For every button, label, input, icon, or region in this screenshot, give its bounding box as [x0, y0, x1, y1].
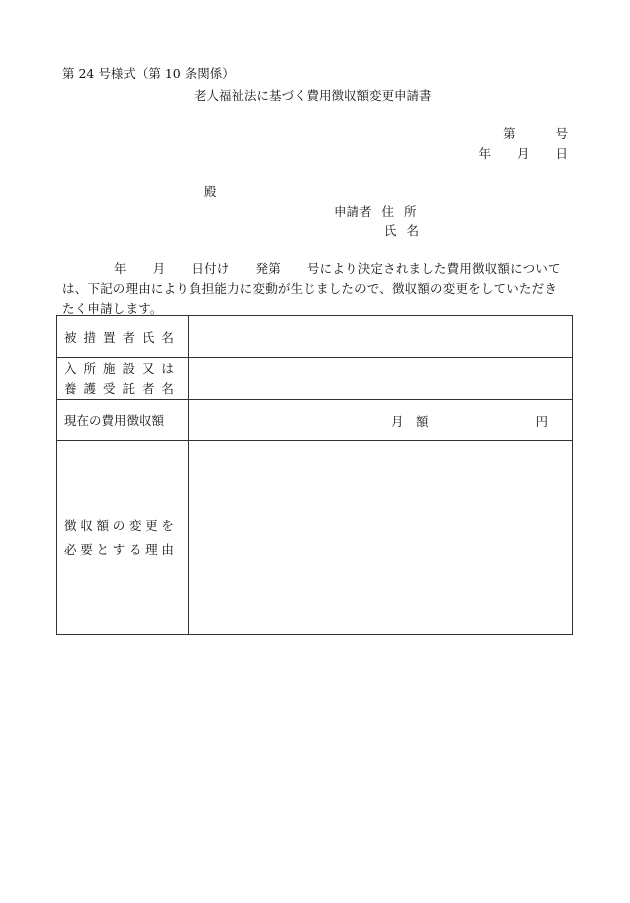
row-current-amount [57, 400, 573, 441]
field-reason[interactable] [189, 441, 573, 635]
reference-go: 号 [555, 126, 568, 141]
yen-label: 円 [535, 414, 548, 429]
body-line-3: たく申請します。 [62, 301, 163, 316]
application-form-table [56, 315, 573, 635]
form-number: 第 24 号様式（第 10 条関係） [62, 66, 235, 81]
label-facility: 入 所 施 設 又 は 養 護 受 託 者 名 [57, 358, 189, 400]
application-body-text [62, 259, 572, 319]
body-line-1: 年 月 日付け 発第 号により決定されました費用徴収額について [114, 261, 561, 276]
monthly-amount-label: 月 額 [391, 414, 429, 429]
label-current-amount: 現在の費用徴収額 [57, 400, 189, 441]
address-label-char-1: 住 [381, 204, 395, 219]
field-current-amount[interactable] [189, 400, 573, 441]
row-facility [57, 358, 573, 400]
address-label-char-2: 所 [404, 204, 417, 219]
date-day: 日 [555, 146, 568, 161]
document-title: 老人福祉法に基づく費用徴収額変更申請書 [194, 88, 432, 103]
reference-number-line [503, 124, 568, 142]
applicant-name-line [334, 221, 419, 239]
name-label-char-1: 氏 [384, 223, 397, 238]
label-subject-name: 被 措 置 者 氏 名 [57, 316, 189, 358]
name-label-char-2: 名 [406, 223, 420, 238]
label-reason: 徴 収 額 の 変 更 を 必 要 と す る 理 由 [57, 441, 189, 635]
field-facility[interactable] [189, 358, 573, 400]
date-month: 月 [516, 146, 530, 161]
addressee-honorific: 殿 [204, 184, 217, 199]
row-subject-name [57, 316, 573, 358]
reference-dai: 第 [502, 126, 516, 141]
date-year: 年 [478, 146, 491, 161]
body-line-2: は、下記の理由により負担能力に変動が生じましたので、徴収額の変更をしていただき [62, 281, 558, 296]
applicant-label: 申請者 [334, 204, 372, 219]
row-reason [57, 441, 573, 635]
field-subject-name[interactable] [189, 316, 573, 358]
applicant-address-line [334, 202, 417, 220]
date-line [478, 144, 568, 162]
